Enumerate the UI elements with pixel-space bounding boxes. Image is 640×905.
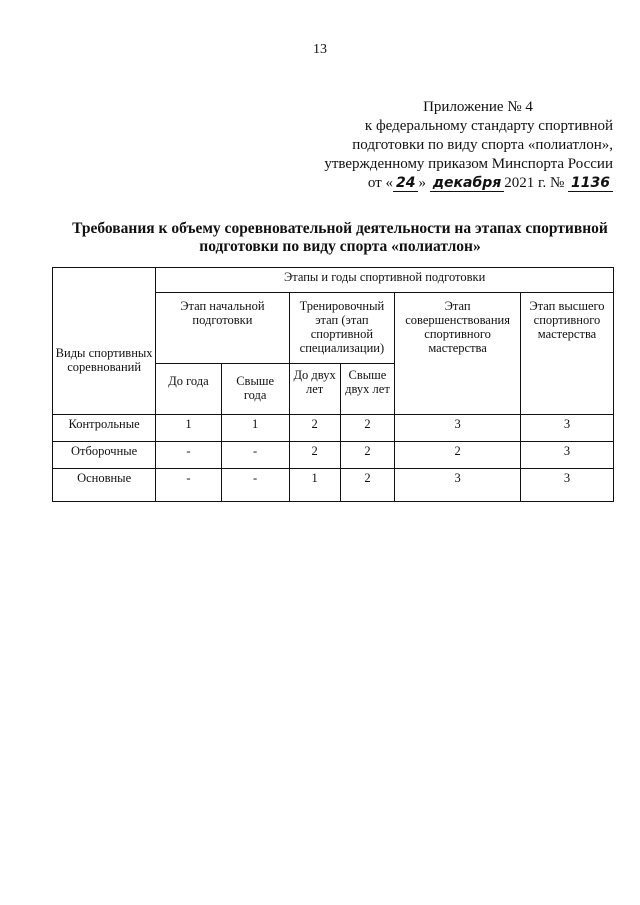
- table-cell: 3: [520, 469, 613, 502]
- date-separator: »: [418, 175, 426, 191]
- header-row: [53, 268, 614, 293]
- table-cell: -: [221, 442, 289, 469]
- table-cell: 3: [395, 415, 521, 442]
- page-number: 13: [313, 42, 327, 57]
- row-label: Контрольные: [53, 415, 156, 442]
- appendix-line: подготовки по виду спорта «полиатлон»,: [352, 137, 613, 153]
- sub-header-over-year: Свыше года: [221, 364, 289, 415]
- stages-header: Этапы и годы спортивной подготовки: [156, 268, 614, 293]
- table-cell: 2: [289, 442, 340, 469]
- date-prefix: от «: [367, 175, 393, 191]
- stage-training-header: Тренировочный этап (этап спортивной специализации): [289, 293, 395, 364]
- row-label: Основные: [53, 469, 156, 502]
- table-cell: 1: [156, 415, 221, 442]
- table-cell: 2: [340, 442, 395, 469]
- table-cell: 3: [395, 469, 521, 502]
- table-row: [53, 469, 614, 502]
- table-cell: 3: [520, 442, 613, 469]
- table-row: [53, 415, 614, 442]
- table-cell: 2: [340, 469, 395, 502]
- document-title: [60, 220, 620, 256]
- date-year: 2021 г. №: [504, 175, 565, 191]
- table-cell: 3: [520, 415, 613, 442]
- col-header-type: Виды спортивных соревнований: [53, 268, 156, 415]
- table-cell: -: [221, 469, 289, 502]
- stage-improvement-header: Этап совершенствования спортивного мастерства: [395, 293, 521, 415]
- row-label: Отборочные: [53, 442, 156, 469]
- sub-header-over-two: Свыше двух лет: [340, 364, 395, 415]
- date-month-handwritten: декабря: [430, 175, 505, 192]
- table-row: [53, 442, 614, 469]
- table-cell: 2: [340, 415, 395, 442]
- appendix-block: [283, 98, 613, 193]
- table-cell: -: [156, 469, 221, 502]
- sub-header-up-to-two: До двух лет: [289, 364, 340, 415]
- title-line: Требования к объему соревновательной деятельности на этапах спортивной: [72, 220, 608, 237]
- requirements-table: [52, 267, 614, 502]
- table-cell: 2: [395, 442, 521, 469]
- stage-higher-header: Этап высшего спортивного мастерства: [520, 293, 613, 415]
- title-line: подготовки по виду спорта «полиатлон»: [199, 238, 481, 255]
- appendix-line: к федеральному стандарту спортивной: [364, 118, 613, 134]
- date-day-handwritten: 24: [393, 175, 418, 192]
- stage-initial-header: Этап начальной подготовки: [156, 293, 289, 364]
- table-cell: -: [156, 442, 221, 469]
- appendix-title: Приложение № 4: [423, 99, 533, 115]
- sub-header-up-to-year: До года: [156, 364, 221, 415]
- appendix-line: утвержденному приказом Минспорта России: [324, 156, 613, 172]
- table-cell: 2: [289, 415, 340, 442]
- appendix-date-line: [283, 174, 613, 193]
- table-cell: 1: [289, 469, 340, 502]
- order-number-handwritten: 1136: [568, 175, 613, 192]
- table-cell: 1: [221, 415, 289, 442]
